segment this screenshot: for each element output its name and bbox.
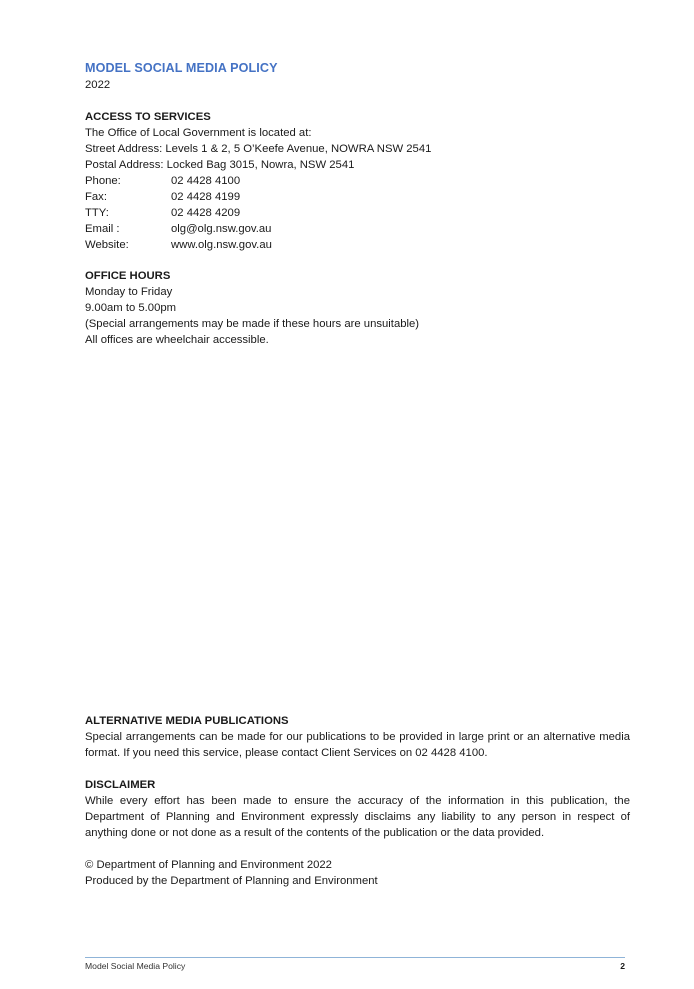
contact-row-fax xyxy=(85,189,630,205)
alternative-media-section xyxy=(85,713,630,761)
office-hours-section xyxy=(85,268,630,348)
contact-row-tty xyxy=(85,205,630,221)
contact-label: Website: xyxy=(85,239,129,251)
contact-value: 02 4428 4199 xyxy=(171,191,241,203)
postal-address: Postal Address: Locked Bag 3015, Nowra, NSW 2541 xyxy=(85,159,355,171)
website-value: www.olg.nsw.gov.au xyxy=(171,239,272,251)
alt-media-body: Special arrangements can be made for our publications to be provided in large print or an alternative media format. If you need this service, please contact Client Services on 02 4428 4100. xyxy=(85,731,630,759)
document-year: 2022 xyxy=(85,79,111,91)
contact-row-phone xyxy=(85,173,630,189)
access-heading: ACCESS TO SERVICES xyxy=(85,111,211,123)
copyright-line: © Department of Planning and Environment 2022 xyxy=(85,859,332,871)
street-address: Street Address: Levels 1 & 2, 5 O’Keefe Avenue, NOWRA NSW 2541 xyxy=(85,143,432,155)
footer-title: Model Social Media Policy xyxy=(85,961,186,971)
hours-heading: OFFICE HOURS xyxy=(85,270,171,282)
hours-line: (Special arrangements may be made if these hours are unsuitable) xyxy=(85,318,420,330)
disclaimer-body: While every effort has been made to ensure the accuracy of the information in this publication, the Department of Planning and Environment expressly disclaims any liability to any person in respect of anything done or not done as a result of the contents of the publication or the data provided. xyxy=(85,795,630,839)
contact-row-email xyxy=(85,221,630,237)
email-value: olg@olg.nsw.gov.au xyxy=(171,223,272,235)
contact-label: TTY: xyxy=(85,207,109,219)
contact-value: 02 4428 4209 xyxy=(171,207,241,219)
hours-line: 9.00am to 5.00pm xyxy=(85,302,177,314)
disclaimer-section xyxy=(85,777,630,841)
contact-label: Email : xyxy=(85,223,120,235)
access-intro: The Office of Local Government is located at: xyxy=(85,127,312,139)
alt-media-heading: ALTERNATIVE MEDIA PUBLICATIONS xyxy=(85,715,289,727)
contact-row-website xyxy=(85,237,630,253)
produced-by-line: Produced by the Department of Planning and Environment xyxy=(85,875,378,887)
hours-line: Monday to Friday xyxy=(85,286,173,298)
contact-value: 02 4428 4100 xyxy=(171,175,241,187)
contact-label: Phone: xyxy=(85,175,121,187)
page-number: 2 xyxy=(620,961,625,971)
contact-label: Fax: xyxy=(85,191,107,203)
disclaimer-heading: DISCLAIMER xyxy=(85,779,156,791)
document-title: MODEL SOCIAL MEDIA POLICY xyxy=(85,61,278,75)
footer-divider xyxy=(85,957,625,958)
access-to-services-section xyxy=(85,109,630,253)
hours-line: All offices are wheelchair accessible. xyxy=(85,334,269,346)
copyright-section xyxy=(85,857,630,889)
